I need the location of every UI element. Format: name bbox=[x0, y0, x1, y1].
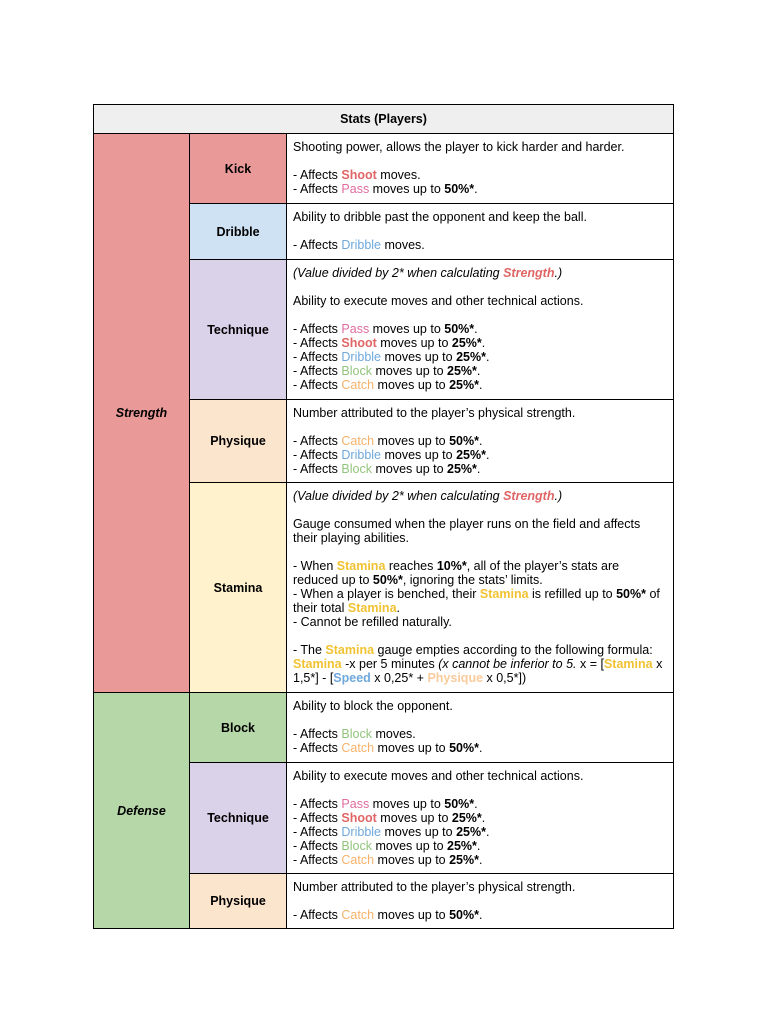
stat-technique: Technique bbox=[190, 260, 287, 400]
stat-physique-defense: Physique bbox=[190, 874, 287, 929]
stat-dribble: Dribble bbox=[190, 204, 287, 260]
stat-physique: Physique bbox=[190, 400, 287, 483]
stamina-description: (Value divided by 2* when calculating Strength.) Gauge consumed when the player runs on the field and affects their playing abilities. - When Stamina reaches 10%*, all of the player’s stats are reduced up to 50%*, ignoring the stats’ limits. - When a player is benched, their Stamina is refilled up to 50%* of their total Stamina. - Cannot be refilled naturally. - The Stamina gauge empties according to the following formula: Stamina -x per 5 minutes (x cannot be inferior to 5. x = [Stamina x 1,5*] - [Speed x 0,25* + Physique x 0,5*]) bbox=[287, 483, 674, 693]
dribble-description: Ability to dribble past the opponent and keep the ball. - Affects Dribble moves. bbox=[287, 204, 674, 260]
table-title: Stats (Players) bbox=[94, 105, 674, 134]
physique-defense-description: Number attributed to the player’s physical strength. - Affects Catch moves up to 50%*. bbox=[287, 874, 674, 929]
stat-technique-defense: Technique bbox=[190, 763, 287, 874]
stat-stamina: Stamina bbox=[190, 483, 287, 693]
category-strength: Strength bbox=[94, 134, 190, 693]
kick-description: Shooting power, allows the player to kick harder and harder. - Affects Shoot moves. - Affects Pass moves up to 50%*. bbox=[287, 134, 674, 204]
stat-kick: Kick bbox=[190, 134, 287, 204]
stat-block: Block bbox=[190, 693, 287, 763]
technique-defense-description: Ability to execute moves and other technical actions. - Affects Pass moves up to 50%*. - Affects Shoot moves up to 25%*. - Affects Dribble moves up to 25%*. - Affects Block moves up to 25%*. - Affects Catch moves up to 25%*. bbox=[287, 763, 674, 874]
block-description: Ability to block the opponent. - Affects Block moves. - Affects Catch moves up to 50%*. bbox=[287, 693, 674, 763]
category-defense: Defense bbox=[94, 693, 190, 929]
stats-table bbox=[93, 104, 674, 929]
physique-description: Number attributed to the player’s physical strength. - Affects Catch moves up to 50%*. - Affects Dribble moves up to 25%*. - Affects Block moves up to 25%*. bbox=[287, 400, 674, 483]
technique-description: (Value divided by 2* when calculating Strength.) Ability to execute moves and other technical actions. - Affects Pass moves up to 50%*. - Affects Shoot moves up to 25%*. - Affects Dribble moves up to 25%*. - Affects Block moves up to 25%*. - Affects Catch moves up to 25%*. bbox=[287, 260, 674, 400]
